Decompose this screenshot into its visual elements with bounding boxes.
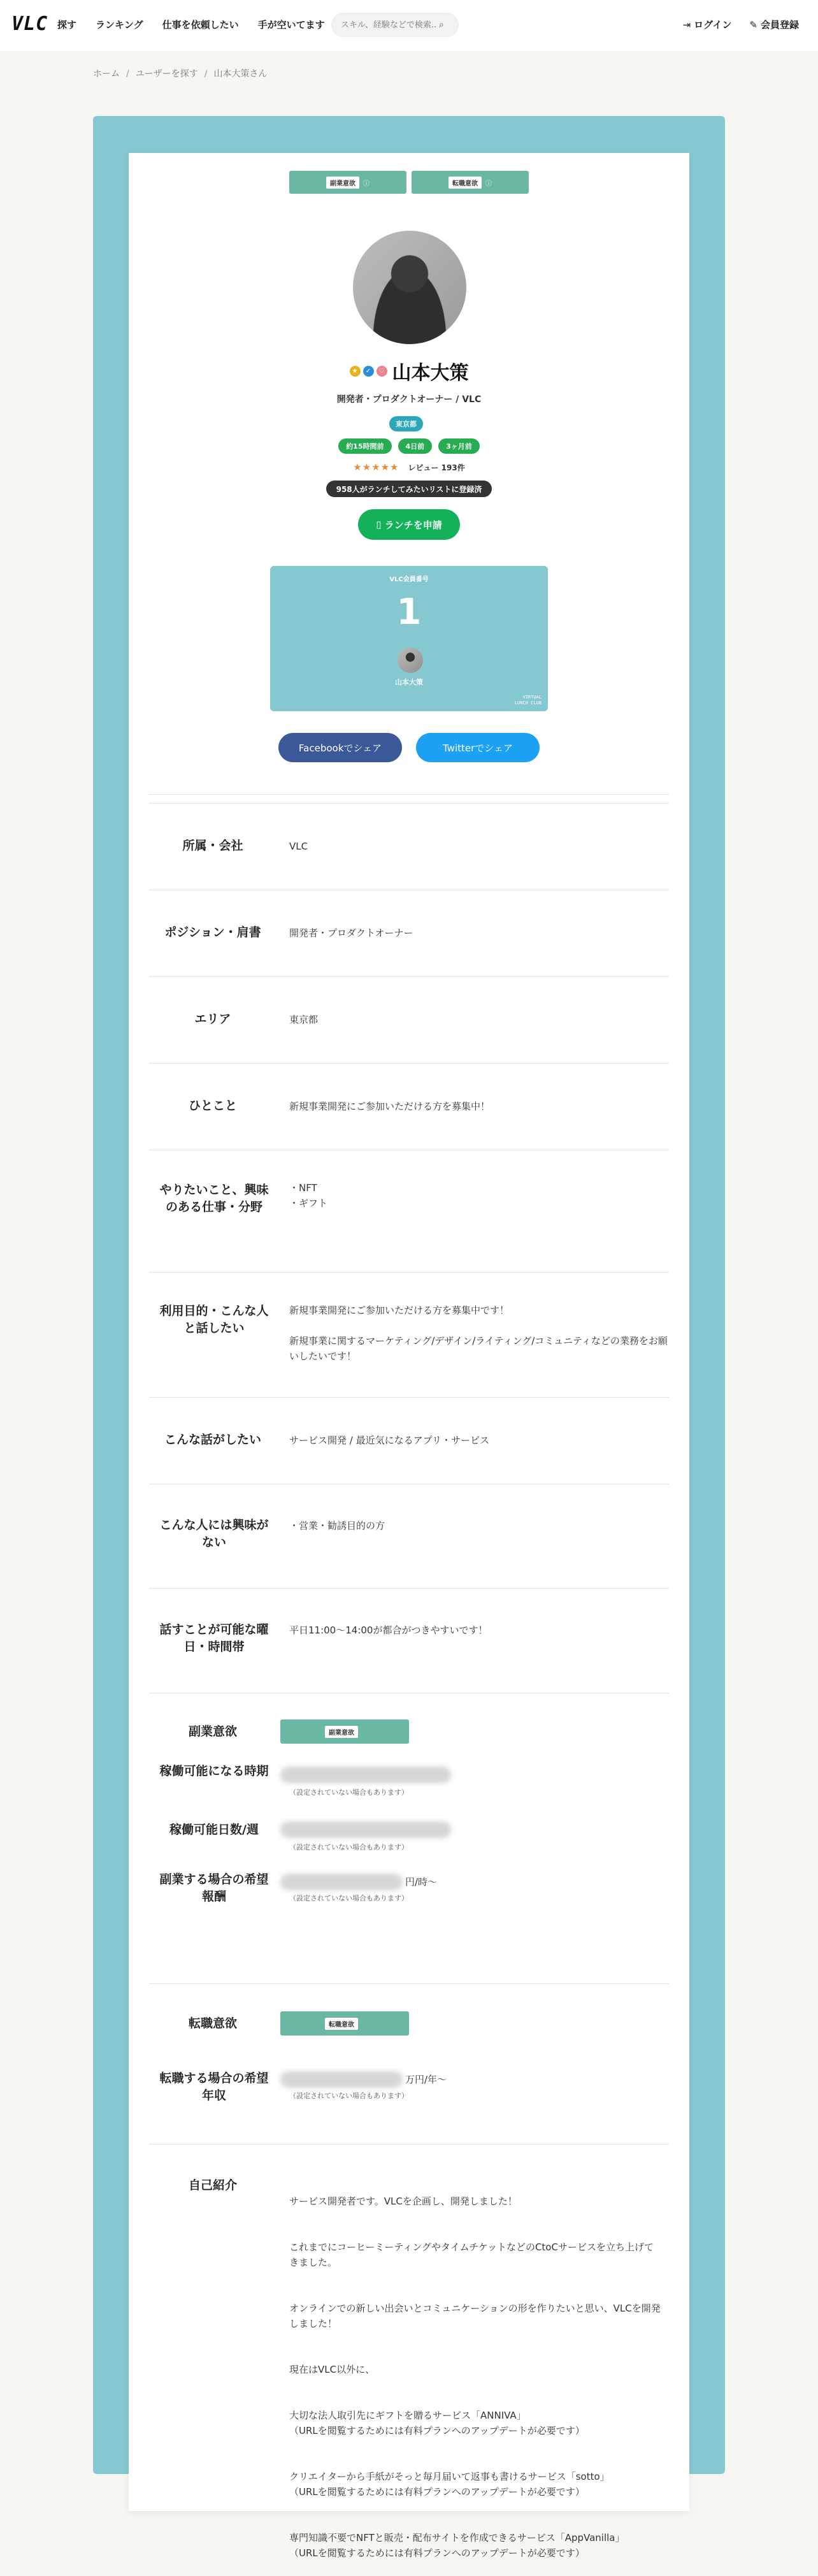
- side-job-pill-label: 副業意欲: [325, 1726, 358, 1738]
- side-job-pill: [280, 1719, 409, 1744]
- register-link[interactable]: [749, 18, 799, 31]
- calendar-icon: ▯: [376, 519, 385, 530]
- detail-label: やりたいこと、興味のある仕事・分野: [159, 1183, 269, 1214]
- avatar: [353, 231, 466, 344]
- intro-paragraph: 専門知識不要でNFTと販売・配布サイトを作成できるサービス「AppVanilla」 （URLを閲覧するためには有料プランへのアップデートが必要です）: [289, 2532, 625, 2559]
- side-job-pay-label: 副業する場合の希望報酬: [159, 1872, 269, 1904]
- auth-links: [683, 18, 799, 31]
- name-row: [129, 357, 689, 385]
- login-icon: ⇥: [682, 19, 691, 31]
- detail-label: ひとこと: [188, 1099, 237, 1113]
- last-login-chip: 約15時間前: [338, 438, 391, 454]
- nav-request-work[interactable]: 仕事を依頼したい: [162, 19, 239, 31]
- breadcrumb: [93, 67, 267, 80]
- detail-label: こんな人には興味がない: [159, 1518, 269, 1549]
- detail-row-not-interested: [149, 1484, 669, 1588]
- review-count[interactable]: レビュー 193件: [408, 463, 465, 472]
- member-card-avatar: [398, 648, 423, 673]
- side-job-pay-unit: 円/時〜: [405, 1876, 438, 1888]
- side-job-start-label: 稼働可能になる時期: [159, 1764, 269, 1778]
- detail-label: 所属・会社: [182, 839, 243, 853]
- detail-value: 平日11:00〜14:00が都合がつきやすいです！: [289, 1624, 488, 1636]
- lunch-list-count: 958人がランチしてみたいリストに登録済: [326, 481, 492, 497]
- last-lunch-chip: 4日前: [398, 438, 433, 454]
- detail-value: 新規事業開発にご参加いただける方を募集中！: [289, 1101, 491, 1112]
- breadcrumb-users[interactable]: ユーザーを探す: [135, 69, 198, 79]
- side-job-section: [149, 1693, 669, 1983]
- profile-card: [129, 153, 689, 2559]
- divider: [149, 794, 669, 795]
- intro-paragraph: 現在はVLC以外に、: [289, 2364, 375, 2375]
- detail-row-topics: [149, 1397, 669, 1484]
- member-number-label: VLC会員番号: [389, 576, 429, 583]
- search-box: [331, 13, 459, 37]
- intent-tags: [289, 171, 529, 194]
- intro-paragraph: 大切な法人取引先にギフトを贈るサービス「ANNIVA」 （URLを閲覧するためには有料プランへのアップデートが必要です）: [289, 2410, 585, 2436]
- member-card: [270, 566, 548, 711]
- career-pill: [280, 2011, 409, 2036]
- member-card-name: 山本大策: [395, 678, 423, 686]
- hidden-value-note: （設定されていない場合もあります）: [289, 1894, 408, 1902]
- detail-row-purpose: [149, 1272, 669, 1397]
- detail-label: こんな話がしたい: [164, 1433, 261, 1447]
- apply-lunch-button[interactable]: [358, 509, 460, 540]
- info-icon: ⓘ: [485, 180, 492, 187]
- detail-value: 開発者・プロダクトオーナー: [289, 927, 413, 939]
- detail-label: 話すことが可能な曜日・時間帯: [159, 1623, 269, 1654]
- detail-row-message: [149, 1063, 669, 1150]
- nav-search[interactable]: 探す: [57, 19, 77, 31]
- detail-value: 東京都: [289, 1014, 319, 1025]
- detail-row-position: [149, 890, 669, 976]
- career-tag: [412, 171, 529, 194]
- hidden-value-note: （設定されていない場合もあります）: [289, 1788, 408, 1797]
- edit-icon: ✎: [749, 19, 757, 31]
- intro-label: 自己紹介: [188, 2178, 237, 2192]
- verified-badge-icon: ✓: [363, 366, 374, 377]
- intro-paragraph: オンラインでの新しい出会いとコミュニケーションの形を作りたいと思い、VLCを開発しました！: [289, 2303, 661, 2329]
- side-job-tag: [289, 171, 406, 194]
- detail-label: 利用目的・こんな人と話したい: [159, 1304, 269, 1335]
- detail-value: ・NFT ・ギフト: [289, 1182, 328, 1209]
- search-input[interactable]: [341, 20, 436, 30]
- hidden-value: [280, 1767, 451, 1783]
- heart-badge-icon: ♡: [377, 366, 387, 377]
- detail-row-area: [149, 976, 669, 1063]
- detail-label: エリア: [194, 1012, 231, 1026]
- detail-value: サービス開発 / 最近気になるアプリ・サービス: [289, 1435, 489, 1446]
- top-header: [0, 0, 818, 51]
- career-salary-label: 転職する場合の希望年収: [159, 2071, 269, 2102]
- intro-paragraph: サービス開発者です。VLCを企画し、開発しました！: [289, 2196, 517, 2207]
- login-link[interactable]: [683, 18, 732, 31]
- detail-row-company: [149, 803, 669, 890]
- twitter-share-button[interactable]: Twitterでシェア: [416, 733, 540, 762]
- apply-lunch-label: ランチを申請: [384, 519, 442, 531]
- side-job-tag-label: 副業意欲: [326, 177, 359, 189]
- hidden-value-note: （設定されていない場合もあります）: [289, 1843, 408, 1851]
- detail-value: ・営業・勧誘目的の方: [289, 1520, 385, 1531]
- facebook-share-button[interactable]: Facebookでシェア: [278, 733, 402, 762]
- intro-paragraph: クリエイターから手紙がそっと毎月届いて返事も書けるサービス「sotto」 （URLを閲覧するためには有料プランへのアップデートが必要です）: [289, 2471, 610, 2498]
- star-badge-icon: ★: [350, 366, 361, 377]
- breadcrumb-current: 山本大策さん: [213, 69, 268, 79]
- breadcrumb-separator: /: [126, 69, 129, 79]
- detail-value: VLC: [289, 841, 308, 852]
- detail-label: ポジション・肩書: [164, 925, 261, 939]
- rating-stars: ★★★★★: [353, 461, 399, 473]
- side-job-label: 副業意欲: [188, 1725, 237, 1739]
- share-row: [129, 733, 689, 762]
- hidden-value: [280, 2071, 403, 2088]
- nav-ranking[interactable]: ランキング: [96, 19, 143, 31]
- career-pill-label: 転職意欲: [325, 2018, 358, 2030]
- register-label: 会員登録: [760, 19, 799, 31]
- vlc-logo[interactable]: VLC: [11, 13, 48, 35]
- detail-row-interests: [149, 1150, 669, 1272]
- career-salary-unit: 万円/年〜: [405, 2074, 447, 2085]
- hidden-value: [280, 1821, 451, 1838]
- intro-section: [149, 2144, 669, 2559]
- hidden-value: [280, 1874, 403, 1890]
- review-row: [129, 461, 689, 473]
- career-label: 転職意欲: [188, 2016, 237, 2030]
- main-nav: [57, 18, 325, 31]
- activity-stats: [129, 438, 689, 454]
- intro-text: [289, 2178, 663, 2576]
- search-icon[interactable]: ⌕: [439, 20, 444, 30]
- registered-chip: 3ヶ月前: [438, 438, 480, 454]
- member-card-brand: VIRTUAL LUNCH CLUB: [514, 695, 542, 706]
- login-label: ログイン: [694, 19, 732, 31]
- member-number: 1: [396, 591, 422, 633]
- detail-row-availability: [149, 1588, 669, 1693]
- breadcrumb-separator: /: [204, 69, 208, 79]
- nav-available[interactable]: 手が空いてます: [257, 19, 325, 31]
- profile-panel: [93, 116, 725, 2559]
- career-section: [149, 1983, 669, 2144]
- breadcrumb-home[interactable]: ホーム: [93, 69, 120, 79]
- user-subtitle: 開発者・プロダクトオーナー / VLC: [336, 394, 482, 405]
- career-tag-label: 転職意欲: [448, 177, 482, 189]
- detail-value: 新規事業開発にご参加いただける方を募集中です！ 新規事業に関するマーケティング/デザイン/ライティング/コミュニティなどの業務をお願いしたいです！: [289, 1305, 668, 1362]
- intro-paragraph: これまでにコーヒーミーティングやタイムチケットなどのCtoCサービスを立ち上げてきました。: [289, 2241, 654, 2268]
- user-name: 山本大策: [392, 362, 469, 384]
- info-icon: ⓘ: [363, 180, 370, 187]
- area-chip: 東京都: [389, 416, 423, 431]
- hidden-value-note: （設定されていない場合もあります）: [289, 2092, 408, 2100]
- side-job-days-label: 稼働可能日数/週: [169, 1823, 259, 1837]
